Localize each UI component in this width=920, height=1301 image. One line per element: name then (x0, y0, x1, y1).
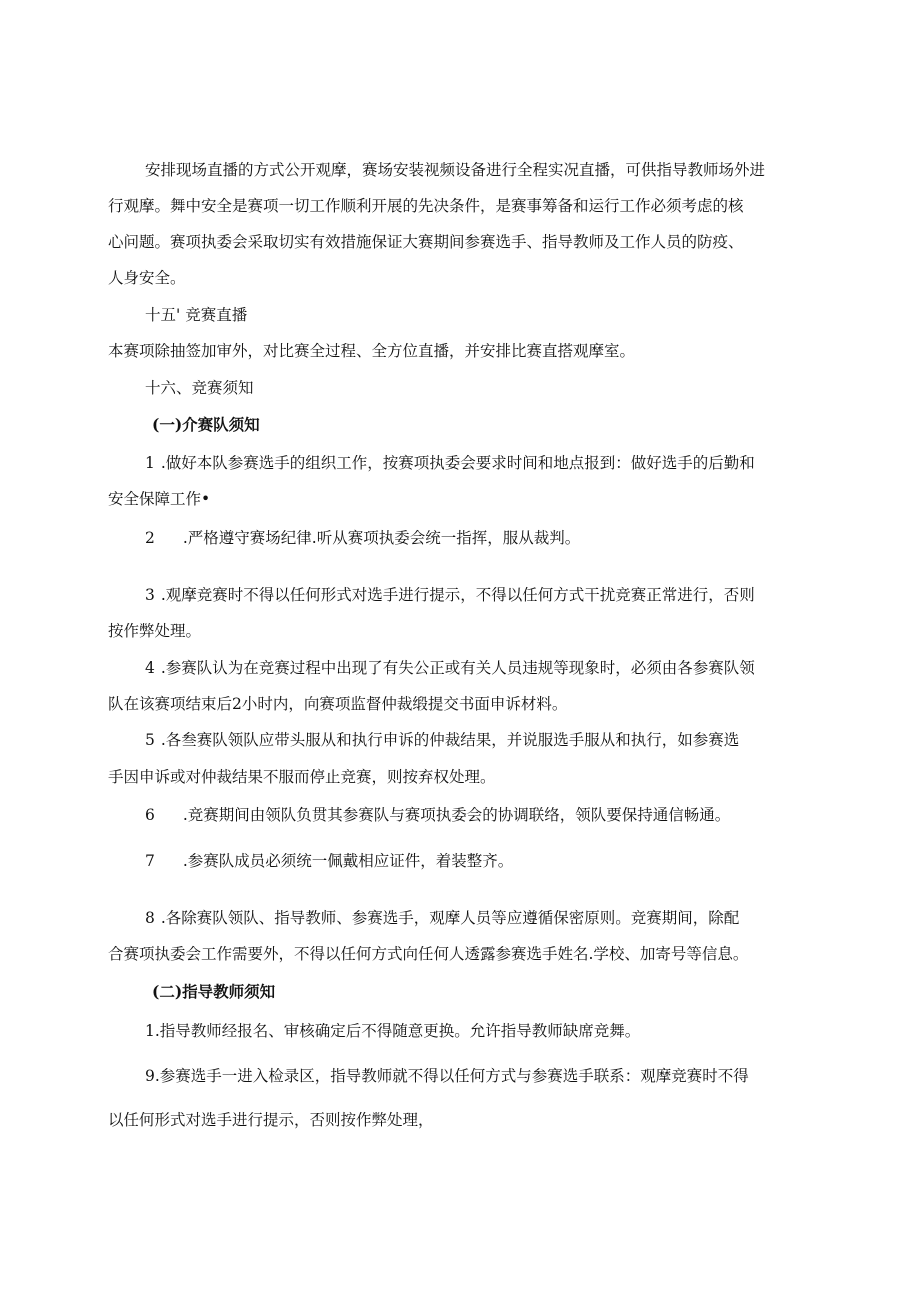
item-number: 6 (145, 806, 155, 824)
paragraph-2: 本赛项除抽签加审外，对比赛全过程、全方位直播，并安排比赛直搭观摩室。 (108, 342, 636, 360)
item-8-line-1 (145, 900, 739, 936)
item-8-line-2: 合赛项执委会工作需要外，不得以任何方式向任何人透露参赛选手姓名.学校、加寄号等信息。 (108, 945, 749, 963)
item-number: 1 (145, 454, 155, 472)
item-4-line-1 (145, 650, 755, 686)
item-number: 4 (145, 659, 155, 677)
item-text: .参赛队成员必须统一佩戴相应证件，着装整齐。 (182, 852, 514, 870)
item-4-line-2: 队在该赛项结束后2小时内，向赛项监督仲裁缎提交书面申诉材料。 (108, 695, 568, 713)
item-text: .竞赛期间由领队负贯其参赛队与赛项执委会的协调联络，领队要保持通信畅通。 (182, 806, 731, 824)
subheading-teachers: (二)指导教师须知 (152, 982, 276, 1001)
item-number: 7 (145, 852, 155, 870)
item-1-line-1 (145, 445, 755, 481)
teacher-item-1: 1.指导教师经报名、审核确定后不得随意更换。允许指导教师缺席竞舞。 (145, 1022, 641, 1040)
item-number: 3 (145, 586, 155, 604)
item-6 (145, 797, 730, 833)
item-text: .观摩竞赛时不得以任何形式对选手进行提示，不得以任何方式干扰竞赛正常进行，否则 (160, 586, 755, 604)
item-text: .各除赛队领队、指导教师、参赛选手，观摩人员等应遵循保密原则。竞赛期间，除配 (160, 909, 740, 927)
item-3-line-1 (145, 577, 755, 613)
teacher-item-9-line-2: 以任何形式对选手进行提示，否则按作弊处理， (108, 1111, 434, 1129)
teacher-item-9-line-1: 9.参赛选手一进入检录区，指导教师就不得以任何方式与参赛选手联系：观摩竞赛时不得 (145, 1067, 749, 1085)
paragraph-1-line-2: 行观摩。舞中安全是赛项一切工作顺利开展的先决条件，是赛事筹备和运行工作必须考虑的核 (108, 197, 744, 215)
item-5-line-2: 手因申诉或对仲裁结果不服而停止竞赛，则按弃权处理。 (108, 768, 496, 786)
item-text: .各叁赛队领队应带头服从和执行申诉的仲裁结果，并说服选手服从和执行，如参赛选 (160, 731, 740, 749)
item-text: .严格遵守赛场纪律.听从赛项执委会统一指挥，服从裁判。 (182, 529, 581, 547)
paragraph-1-line-3: 心问题。赛项执委会采取切实有效措施保证大赛期间参赛选手、指导教师及工作人员的防疫、 (108, 233, 744, 251)
heading-15: 十五' 竞赛直播 (145, 306, 248, 324)
paragraph-1-line-4: 人身安全。 (108, 269, 186, 287)
heading-16: 十六、竞赛须知 (145, 379, 254, 397)
item-number: 8 (145, 909, 155, 927)
item-1-line-2: 安全保障工作• (108, 490, 211, 508)
item-number: 5 (145, 731, 155, 749)
item-5-line-1 (145, 722, 739, 758)
item-3-line-2: 按作弊处理。 (108, 622, 202, 640)
item-number: 2 (145, 529, 155, 547)
item-text: .参赛队认为在竞赛过程中出现了有失公正或有关人员违规等现象时，必须由各参赛队领 (160, 659, 755, 677)
item-text: .做好本队参赛选手的组织工作，按赛项执委会要求时间和地点报到：做好选手的后勤和 (160, 454, 755, 472)
item-2 (145, 520, 580, 556)
item-7 (145, 843, 513, 879)
paragraph-1-line-1: 安排现场直播的方式公开观摩，赛场安装视频设备进行全程实况直播，可供指导教师场外进 (145, 161, 766, 179)
subheading-team: (一)介赛队须知 (152, 415, 260, 434)
